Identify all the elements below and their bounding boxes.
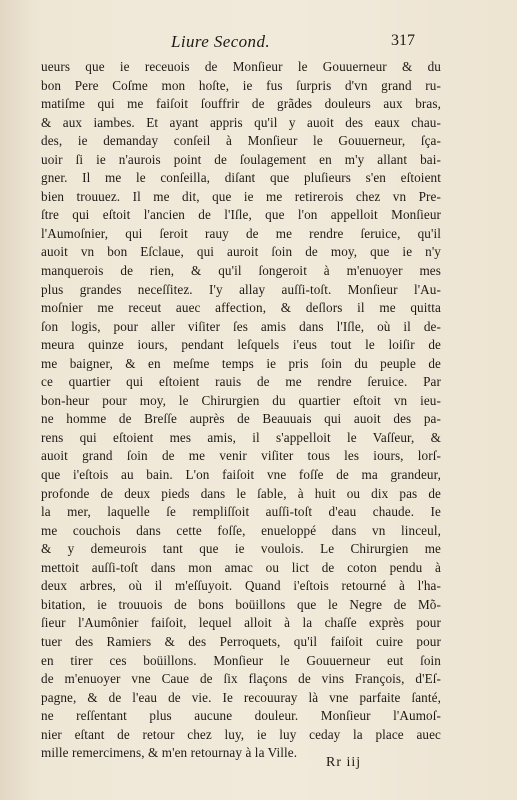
text-line: la mer, laquelle ſe rempliſſoit auſſi-toſt d'eau chaude. Ie [41, 504, 441, 520]
text-line: bon Pere Coſme mon hoſte, ie fus ſurpris d'vn grand ru- [41, 77, 441, 93]
signature-mark: Rr iij [326, 755, 362, 770]
text-line: gner. Il me le conſeilla, diſant que pluſieurs s'en eſtoient [41, 170, 441, 186]
text-line: manquerois de rien, & qu'il ſongeroit à m'enuoyer mes [41, 263, 441, 279]
text-line: auoit grand ſoin de me venir viſiter tous les iours, lorſ- [41, 448, 441, 464]
page-header [0, 32, 517, 56]
text-line: ſtre qui eſtoit l'ancien de l'Iſle, que l'on appelloit Monſieur [41, 207, 441, 223]
running-head: Liure Second. [171, 32, 270, 51]
text-line: tuer des Ramiers & des Perroquets, qu'il faiſoit cuire pour [41, 633, 441, 649]
text-line: uoir ſi ie n'aurois point de ſoulagement en m'y allant bai- [41, 151, 441, 167]
text-line: profonde de deux pieds dans le ſable, à huit ou dix pas de [41, 485, 441, 501]
text-line: meura quinze iours, pendant leſquels i'eus tout le loiſir de [41, 337, 441, 353]
text-line: ueurs que ie receuois de Monſieur le Gouuerneur & du [41, 59, 441, 74]
text-line: matiſme qui me faiſoit ſouffrir de grãdes douleurs aux bras, [41, 96, 441, 112]
text-line: nier eſtant de retour chez luy, ie luy ceday la place auec [41, 726, 441, 742]
text-line: l'Aumoſnier, qui ſeroit rauy de me rendre ſeruice, qu'il [41, 225, 441, 241]
text-line: plus grandes neceſſitez. I'y allay auſſi-toſt. Monſieur l'Au- [41, 281, 441, 297]
text-line: bien trouuez. Il me dit, que ie me retirerois chez vn Pre- [41, 188, 441, 204]
text-line: en tirer ces boüillons. Monſieur le Gouuerneur eut ſoin [41, 652, 441, 668]
text-line: ſon logis, pour aller viſiter ſes amis dans l'Iſle, où il de- [41, 318, 441, 334]
page-number: 317 [391, 32, 415, 49]
text-line: moſnier me receut auec affection, & deſlors il me quitta [41, 300, 441, 316]
text-line: mille remercimens, & m'en retournay à la Ville. [41, 745, 298, 761]
body-text [41, 58, 441, 763]
text-line: rens qui eſtoient mes amis, il s'appelloit le Vaſſeur, & [41, 429, 441, 445]
text-line: bitation, ie trouuois de bons boüillons que le Negre de Mõ- [41, 596, 441, 612]
text-line: & aux iambes. Et ayant appris qu'il y auoit des eaux chau- [41, 114, 441, 130]
text-line: auoit vn bon Eſclaue, qui auroit ſoin de moy, que ie n'y [41, 244, 441, 260]
text-line: deux arbres, où il m'eſſuyoit. Quand i'eſtois retourné à l'ha- [41, 578, 441, 594]
text-line: me couchois dans cette foſſe, enueloppé dans vn linceul, [41, 522, 441, 538]
text-line: que i'eſtois au bain. L'on faiſoit vne foſſe de ma grandeur, [41, 467, 441, 483]
text-line: me baigner, & en meſme temps ie pris ſoin du peuple de [41, 355, 441, 371]
text-line: ne homme de Breſſe auprès de Beauuais qui auoit des pa- [41, 411, 441, 427]
text-line: mettoit auſſi-toſt dans mon amac ou lict de coton pendu à [41, 559, 441, 575]
text-line: de m'enuoyer vne Caue de ſix flaçons de vins François, d'Eſ- [41, 671, 441, 687]
text-line: & y demeurois tant que ie voulois. Le Chirurgien me [41, 541, 441, 557]
text-line: ne reſſentant plus aucune douleur. Monſieur l'Aumoſ- [41, 708, 441, 724]
text-line: bon-heur pour moy, le Chirurgien du quartier eſtoit vn ieu- [41, 392, 441, 408]
text-line: des, ie demanday conſeil à Monſieur le Gouuerneur, ſça- [41, 133, 441, 149]
text-line: ſieur l'Aumônier faiſoit, lequel alloit à la chaſſe exprès pour [41, 615, 441, 631]
text-line: pagne, & de l'eau de vie. Ie recouuray là vne parfaite ſanté, [41, 689, 441, 705]
text-line: ce quartier qui eſtoient rauis de me rendre ſeruice. Par [41, 374, 441, 390]
